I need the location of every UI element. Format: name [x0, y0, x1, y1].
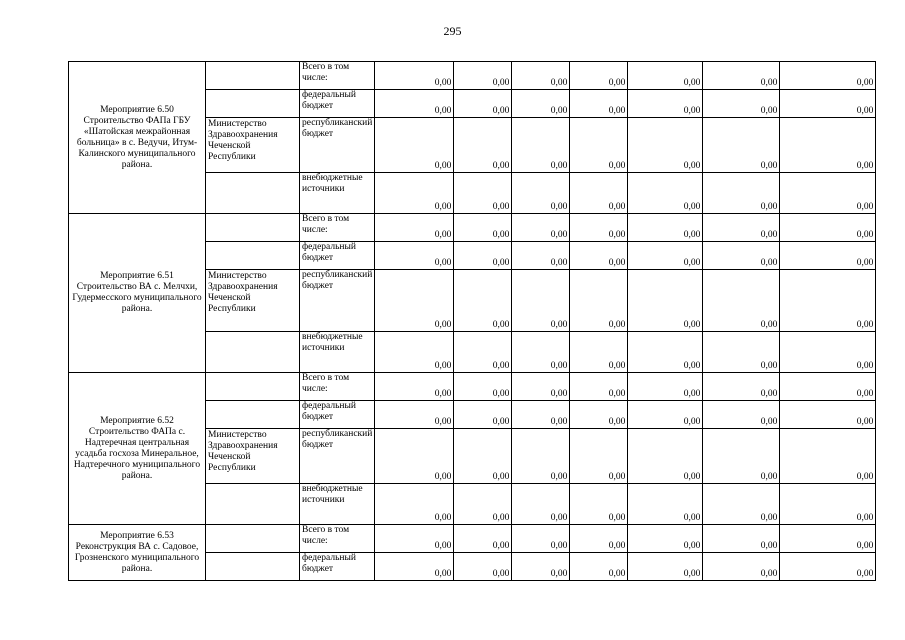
amount-cell: 0,00	[512, 401, 570, 429]
amount-cell: 0,00	[628, 118, 703, 173]
amount-cell: 0,00	[780, 373, 876, 401]
amount-cell: 0,00	[512, 90, 570, 118]
amount-cell: 0,00	[570, 484, 628, 525]
amount-cell: 0,00	[703, 62, 780, 90]
amount-cell: 0,00	[375, 373, 454, 401]
amount-cell: 0,00	[628, 173, 703, 214]
responsible-empty	[206, 62, 300, 90]
responsible-empty	[206, 401, 300, 429]
responsible-executor-text: Министерство Здравоохранения Чеченской Республики	[208, 430, 278, 473]
amount-cell: 0,00	[512, 373, 570, 401]
amount-cell: 0,00	[780, 118, 876, 173]
responsible-executor	[206, 270, 300, 332]
amount-cell: 0,00	[703, 429, 780, 484]
amount-cell: 0,00	[780, 525, 876, 553]
amount-cell: 0,00	[780, 484, 876, 525]
responsible-executor	[206, 429, 300, 484]
event-title: Мероприятие 6.50 Строительство ФАПа ГБУ «Шатойская межрайонная больница» в с. Ведучи, Итум-Калинского муниципального района.	[69, 62, 206, 214]
amount-cell: 0,00	[628, 553, 703, 581]
amount-cell: 0,00	[375, 484, 454, 525]
funding-source: республиканский бюджет	[300, 429, 375, 484]
amount-cell: 0,00	[454, 553, 512, 581]
amount-cell: 0,00	[570, 62, 628, 90]
amount-cell: 0,00	[454, 525, 512, 553]
amount-cell: 0,00	[703, 270, 780, 332]
amount-cell: 0,00	[570, 525, 628, 553]
amount-cell: 0,00	[454, 214, 512, 242]
amount-cell: 0,00	[454, 118, 512, 173]
amount-cell: 0,00	[454, 484, 512, 525]
amount-cell: 0,00	[628, 373, 703, 401]
event-title: Мероприятие 6.51 Строительство ВА с. Мелчхи, Гудермесского муниципального района.	[69, 214, 206, 373]
amount-cell: 0,00	[703, 173, 780, 214]
amount-cell: 0,00	[703, 553, 780, 581]
funding-source: Всего в том числе:	[300, 373, 375, 401]
funding-source: Всего в том числе:	[300, 525, 375, 553]
amount-cell: 0,00	[570, 90, 628, 118]
amount-cell: 0,00	[454, 242, 512, 270]
amount-cell: 0,00	[628, 429, 703, 484]
amount-cell: 0,00	[703, 373, 780, 401]
amount-cell: 0,00	[512, 332, 570, 373]
responsible-empty	[206, 242, 300, 270]
amount-cell: 0,00	[703, 90, 780, 118]
amount-cell: 0,00	[454, 373, 512, 401]
amount-cell: 0,00	[628, 90, 703, 118]
amount-cell: 0,00	[628, 484, 703, 525]
amount-cell: 0,00	[570, 118, 628, 173]
amount-cell: 0,00	[703, 332, 780, 373]
table-row	[69, 525, 876, 553]
amount-cell: 0,00	[780, 332, 876, 373]
amount-cell: 0,00	[780, 214, 876, 242]
amount-cell: 0,00	[780, 429, 876, 484]
amount-cell: 0,00	[375, 332, 454, 373]
responsible-executor-text: Министерство Здравоохранения Чеченской Республики	[208, 119, 278, 162]
funding-source: федеральный бюджет	[300, 553, 375, 581]
funding-source: республиканский бюджет	[300, 118, 375, 173]
responsible-empty	[206, 525, 300, 553]
amount-cell: 0,00	[703, 525, 780, 553]
amount-cell: 0,00	[454, 270, 512, 332]
amount-cell: 0,00	[628, 242, 703, 270]
amount-cell: 0,00	[454, 173, 512, 214]
table-row	[69, 214, 876, 242]
funding-source: внебюджетные источники	[300, 484, 375, 525]
event-title: Мероприятие 6.53 Реконструкция ВА с. Садовое, Грозненского муниципального района.	[69, 525, 206, 581]
budget-table	[68, 61, 876, 581]
responsible-empty	[206, 373, 300, 401]
amount-cell: 0,00	[512, 429, 570, 484]
event-title: Мероприятие 6.52 Строительство ФАПа с. Надтеречная центральная усадьба госхоза Минеральное, Надтеречного муниципального района.	[69, 373, 206, 525]
amount-cell: 0,00	[570, 373, 628, 401]
amount-cell: 0,00	[703, 484, 780, 525]
amount-cell: 0,00	[628, 525, 703, 553]
responsible-empty	[206, 90, 300, 118]
amount-cell: 0,00	[454, 401, 512, 429]
amount-cell: 0,00	[570, 270, 628, 332]
funding-source: внебюджетные источники	[300, 173, 375, 214]
amount-cell: 0,00	[454, 62, 512, 90]
amount-cell: 0,00	[780, 553, 876, 581]
amount-cell: 0,00	[375, 173, 454, 214]
amount-cell: 0,00	[628, 62, 703, 90]
amount-cell: 0,00	[780, 242, 876, 270]
amount-cell: 0,00	[628, 332, 703, 373]
amount-cell: 0,00	[375, 62, 454, 90]
amount-cell: 0,00	[512, 242, 570, 270]
amount-cell: 0,00	[570, 173, 628, 214]
amount-cell: 0,00	[628, 401, 703, 429]
funding-source: республиканский бюджет	[300, 270, 375, 332]
amount-cell: 0,00	[512, 553, 570, 581]
amount-cell: 0,00	[570, 242, 628, 270]
amount-cell: 0,00	[454, 429, 512, 484]
amount-cell: 0,00	[512, 214, 570, 242]
funding-source: федеральный бюджет	[300, 401, 375, 429]
page-number: 295	[443, 24, 462, 38]
responsible-empty	[206, 214, 300, 242]
amount-cell: 0,00	[454, 90, 512, 118]
table-row	[69, 62, 876, 90]
amount-cell: 0,00	[375, 242, 454, 270]
amount-cell: 0,00	[628, 214, 703, 242]
amount-cell: 0,00	[375, 270, 454, 332]
amount-cell: 0,00	[780, 90, 876, 118]
amount-cell: 0,00	[570, 332, 628, 373]
amount-cell: 0,00	[780, 401, 876, 429]
funding-source: Всего в том числе:	[300, 62, 375, 90]
amount-cell: 0,00	[512, 62, 570, 90]
amount-cell: 0,00	[512, 484, 570, 525]
funding-source: Всего в том числе:	[300, 214, 375, 242]
responsible-empty	[206, 484, 300, 525]
amount-cell: 0,00	[570, 214, 628, 242]
funding-source: федеральный бюджет	[300, 90, 375, 118]
amount-cell: 0,00	[780, 173, 876, 214]
amount-cell: 0,00	[375, 401, 454, 429]
responsible-empty	[206, 332, 300, 373]
amount-cell: 0,00	[780, 270, 876, 332]
amount-cell: 0,00	[628, 270, 703, 332]
responsible-executor-text: Министерство Здравоохранения Чеченской Республики	[208, 271, 278, 314]
responsible-executor	[206, 118, 300, 173]
amount-cell: 0,00	[703, 214, 780, 242]
amount-cell: 0,00	[570, 429, 628, 484]
table-row	[69, 373, 876, 401]
funding-source: федеральный бюджет	[300, 242, 375, 270]
amount-cell: 0,00	[703, 118, 780, 173]
amount-cell: 0,00	[375, 90, 454, 118]
amount-cell: 0,00	[570, 553, 628, 581]
amount-cell: 0,00	[375, 525, 454, 553]
amount-cell: 0,00	[375, 118, 454, 173]
amount-cell: 0,00	[512, 525, 570, 553]
funding-source: внебюджетные источники	[300, 332, 375, 373]
amount-cell: 0,00	[375, 214, 454, 242]
amount-cell: 0,00	[780, 62, 876, 90]
amount-cell: 0,00	[375, 553, 454, 581]
responsible-empty	[206, 173, 300, 214]
amount-cell: 0,00	[512, 118, 570, 173]
amount-cell: 0,00	[454, 332, 512, 373]
amount-cell: 0,00	[512, 270, 570, 332]
amount-cell: 0,00	[512, 173, 570, 214]
amount-cell: 0,00	[703, 401, 780, 429]
amount-cell: 0,00	[570, 401, 628, 429]
amount-cell: 0,00	[375, 429, 454, 484]
amount-cell: 0,00	[703, 242, 780, 270]
responsible-empty	[206, 553, 300, 581]
